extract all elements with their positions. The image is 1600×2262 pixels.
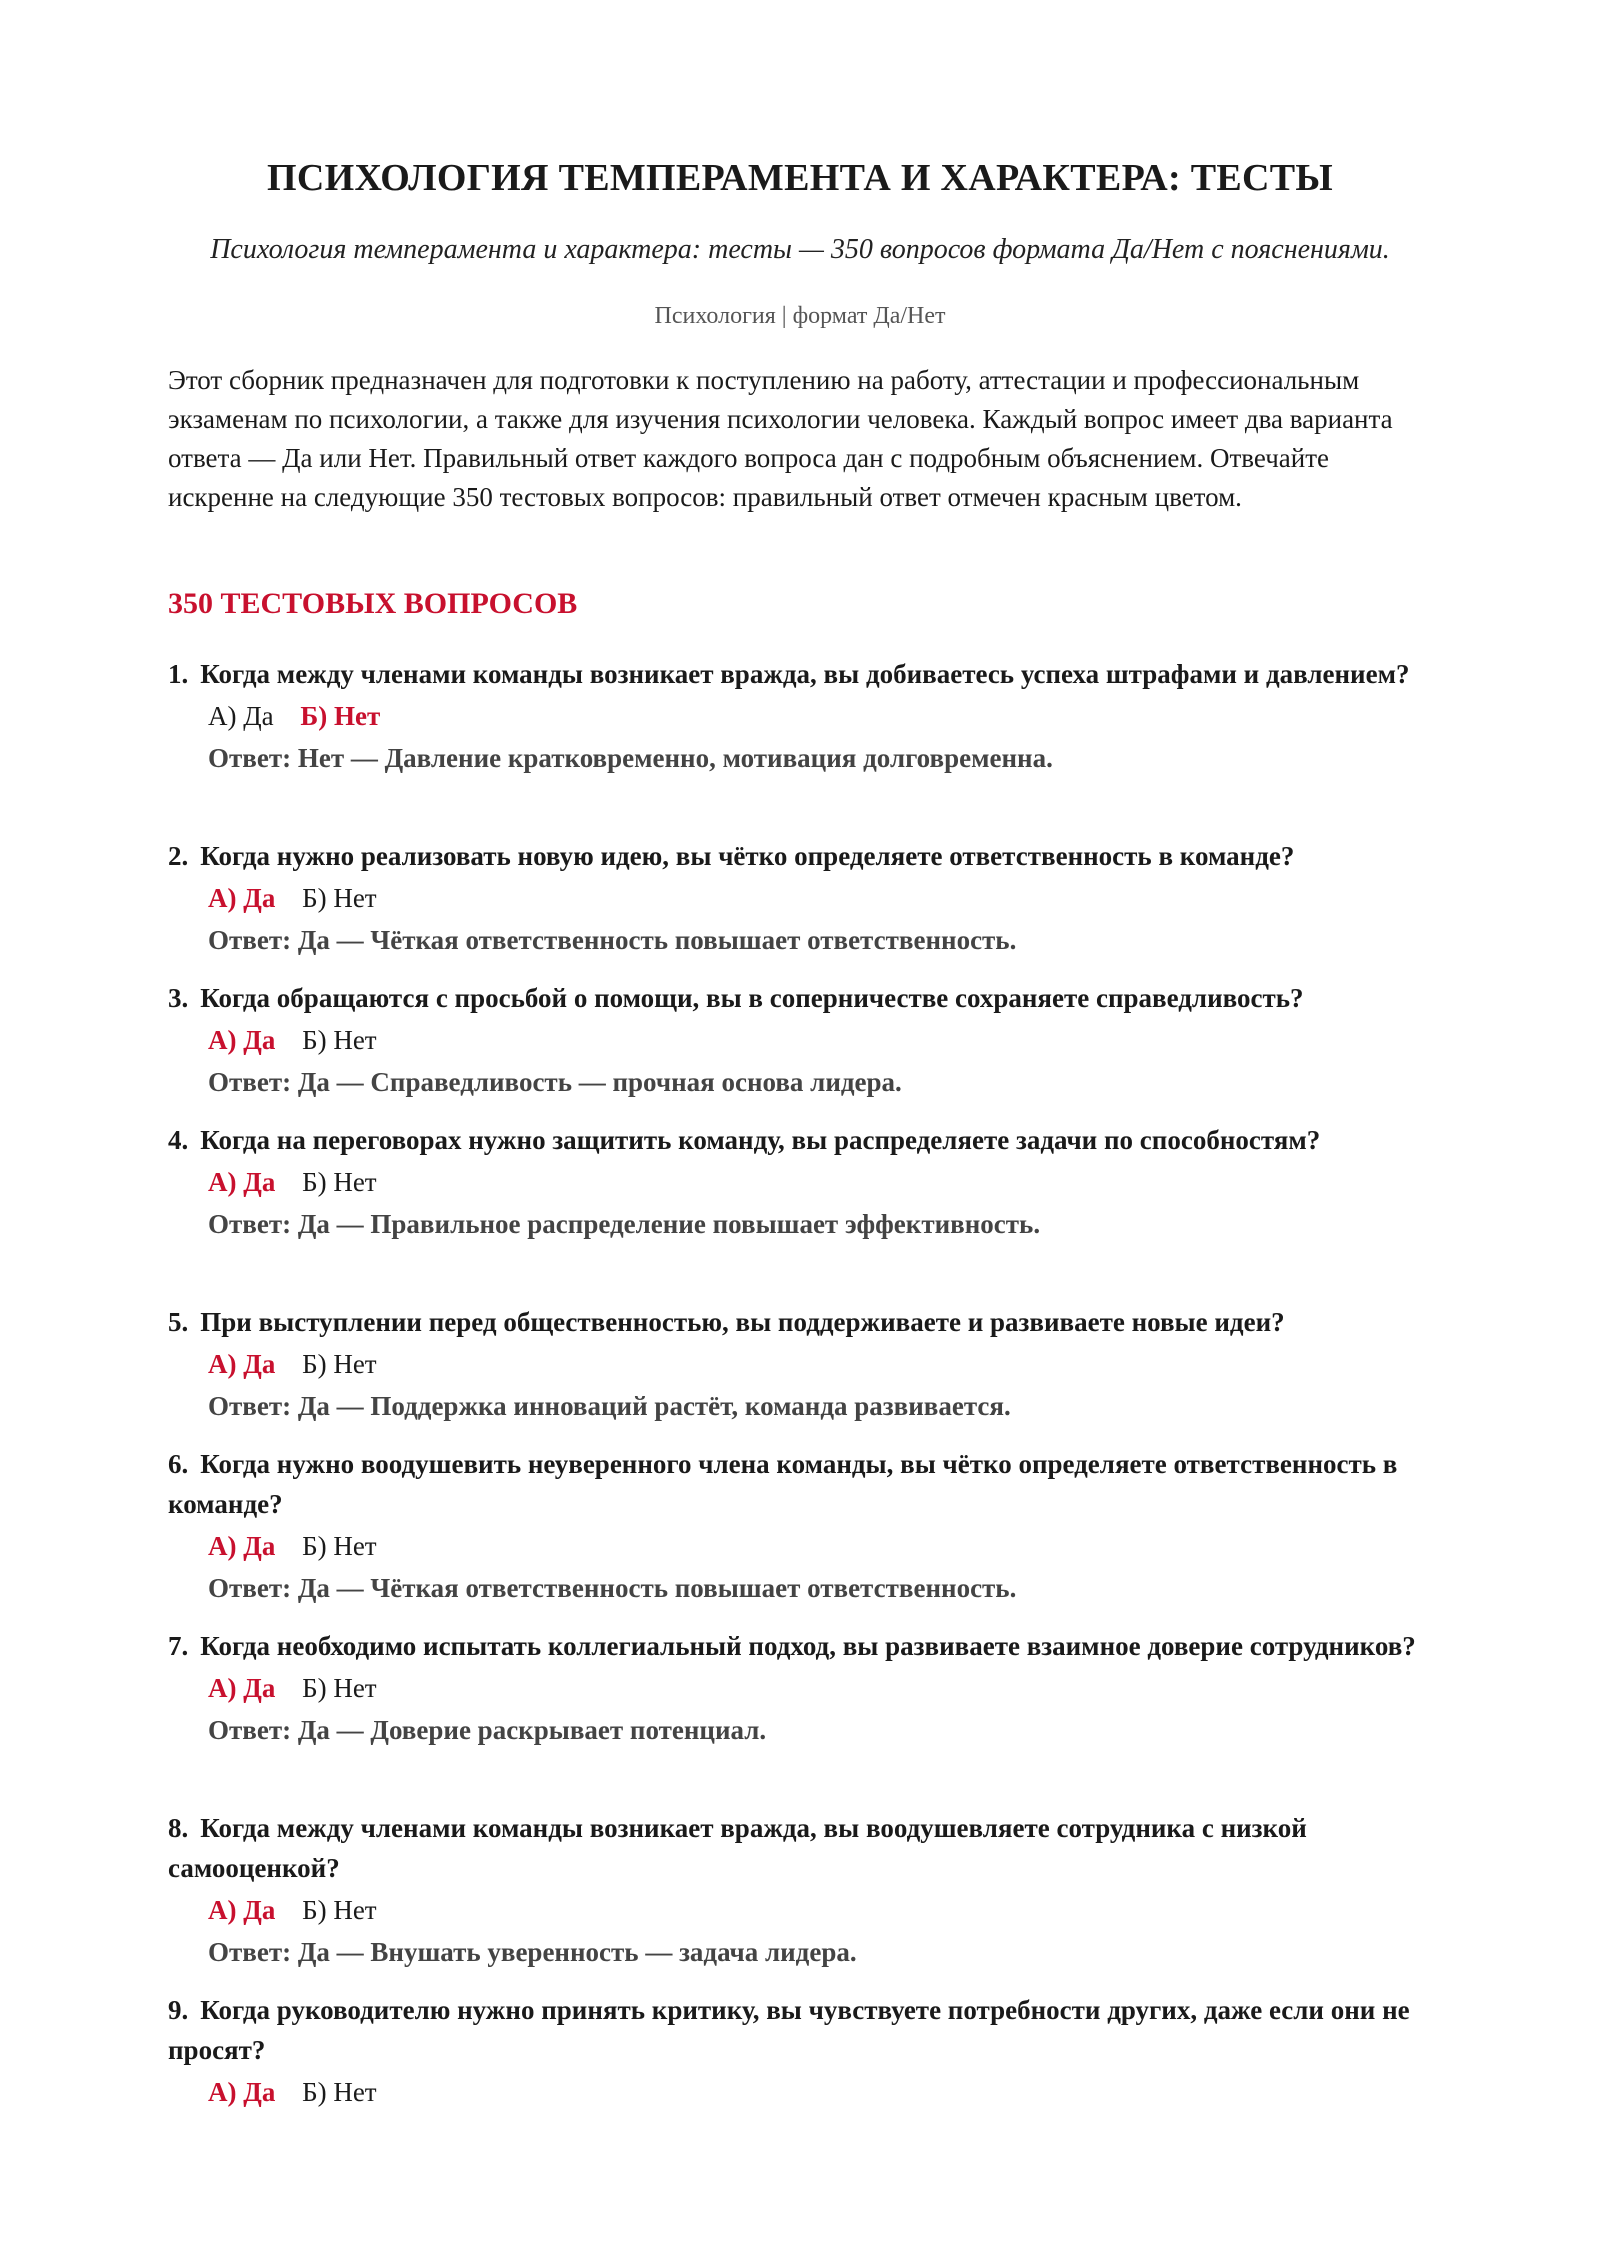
intro-paragraph: Этот сборник предназначен для подготовки к поступлению на работу, аттестации и профессиональным экзаменам по психологии, а также для изучения психологии человека. Каждый вопрос имеет два варианта ответа — Да или Нет. Правильный ответ каждого вопроса дан с подробным объяснением. Отвечайте искренне на следующие 350 тестовых вопросов: правильный ответ отмечен красным цветом. [168,365,1393,512]
option-a[interactable]: А) Да [208,1025,276,1055]
question-body: Когда нужно реализовать новую идею, вы чётко определяете ответственность в команде? [200,841,1295,871]
question-number: 6. [168,1449,189,1479]
question-body: Когда руководителю нужно принять критику, вы чувствуете потребности других, даже если они не просят? [168,1995,1410,2065]
answer-explanation: Ответ: Да — Доверие раскрывает потенциал. [208,1715,767,1745]
answer-explanation: Ответ: Да — Внушать уверенность — задача лидера. [208,1937,857,1967]
answer-explanation: Ответ: Да — Чёткая ответственность повышает ответственность. [208,1573,1017,1603]
option-a[interactable]: А) Да [208,1167,276,1197]
option-b[interactable]: Б) Нет [302,1167,377,1197]
document-title: ПСИХОЛОГИЯ ТЕМПЕРАМЕНТА И ХАРАКТЕРА: ТЕСТЫ [266,157,1334,199]
answer-explanation: Ответ: Нет — Давление кратковременно, мотивация долговременна. [208,743,1053,773]
question-body: Когда между членами команды возникает вражда, вы добиваетесь успеха штрафами и давлением? [200,659,1410,689]
question-options [208,878,1448,918]
question-body: Когда нужно воодушевить неуверенного члена команды, вы чётко определяете ответственность в команде? [168,1449,1398,1519]
question-number: 1. [168,659,189,689]
question-item [168,1302,1448,1426]
question-options [208,1526,1448,1566]
question-text [168,978,1448,1018]
question-options [208,1020,1448,1060]
question-item [168,1626,1448,1750]
option-a[interactable]: А) Да [208,1531,276,1561]
question-item [168,654,1448,778]
question-item [168,978,1448,1102]
option-b[interactable]: Б) Нет [302,1673,377,1703]
answer-explanation: Ответ: Да — Правильное распределение повышает эффективность. [208,1209,1041,1239]
question-options [208,1890,1448,1930]
option-a[interactable]: А) Да [208,1349,276,1379]
option-b[interactable]: Б) Нет [302,1349,377,1379]
question-text [168,1444,1448,1524]
option-b[interactable]: Б) Нет [302,1895,377,1925]
option-a[interactable]: А) Да [208,1895,276,1925]
question-options [208,2072,1448,2112]
question-body: Когда между членами команды возникает вражда, вы воодушевляете сотрудника с низкой самооценкой? [168,1813,1307,1883]
option-b[interactable]: Б) Нет [302,1531,377,1561]
question-item [168,836,1448,960]
option-b[interactable]: Б) Нет [302,1025,377,1055]
question-item [168,1120,1448,1244]
option-b[interactable]: Б) Нет [300,701,381,731]
option-a[interactable]: А) Да [208,883,276,913]
answer-explanation: Ответ: Да — Справедливость — прочная основа лидера. [208,1067,902,1097]
question-body: Когда на переговорах нужно защитить команду, вы распределяете задачи по способностям? [200,1125,1321,1155]
question-number: 7. [168,1631,189,1661]
document-subtitle: Психология темперамента и характера: тесты — 350 вопросов формата Да/Нет с пояснениями. [210,234,1390,265]
question-body: Когда необходимо испытать коллегиальный подход, вы развиваете взаимное доверие сотрудников? [200,1631,1416,1661]
option-a[interactable]: А) Да [208,1673,276,1703]
question-item [168,1808,1448,1972]
question-text [168,836,1448,876]
question-options [208,1162,1448,1202]
question-text [168,1120,1448,1160]
document-meta: Психология | формат Да/Нет [654,303,946,329]
question-text [168,1990,1448,2070]
answer-explanation: Ответ: Да — Поддержка инноваций растёт, команда развивается. [208,1391,1011,1421]
question-number: 2. [168,841,189,871]
option-b[interactable]: Б) Нет [302,883,377,913]
question-number: 8. [168,1813,189,1843]
question-options [208,1668,1448,1708]
option-a[interactable]: А) Да [208,701,274,731]
question-text [168,1626,1448,1666]
question-text [168,1808,1448,1888]
question-options [208,1344,1448,1384]
question-options [208,696,1448,736]
question-number: 4. [168,1125,189,1155]
question-body: Когда обращаются с просьбой о помощи, вы в соперничестве сохраняете справедливость? [200,983,1304,1013]
option-a[interactable]: А) Да [208,2077,276,2107]
question-item [168,1444,1448,1608]
question-number: 3. [168,983,189,1013]
section-title: 350 ТЕСТОВЫХ ВОПРОСОВ [168,587,578,620]
question-number: 5. [168,1307,189,1337]
option-b[interactable]: Б) Нет [302,2077,377,2107]
answer-explanation: Ответ: Да — Чёткая ответственность повышает ответственность. [208,925,1017,955]
question-text [168,1302,1448,1342]
question-number: 9. [168,1995,189,2025]
question-item [168,1990,1448,2112]
question-text [168,654,1448,694]
question-body: При выступлении перед общественностью, вы поддерживаете и развиваете новые идеи? [200,1307,1285,1337]
